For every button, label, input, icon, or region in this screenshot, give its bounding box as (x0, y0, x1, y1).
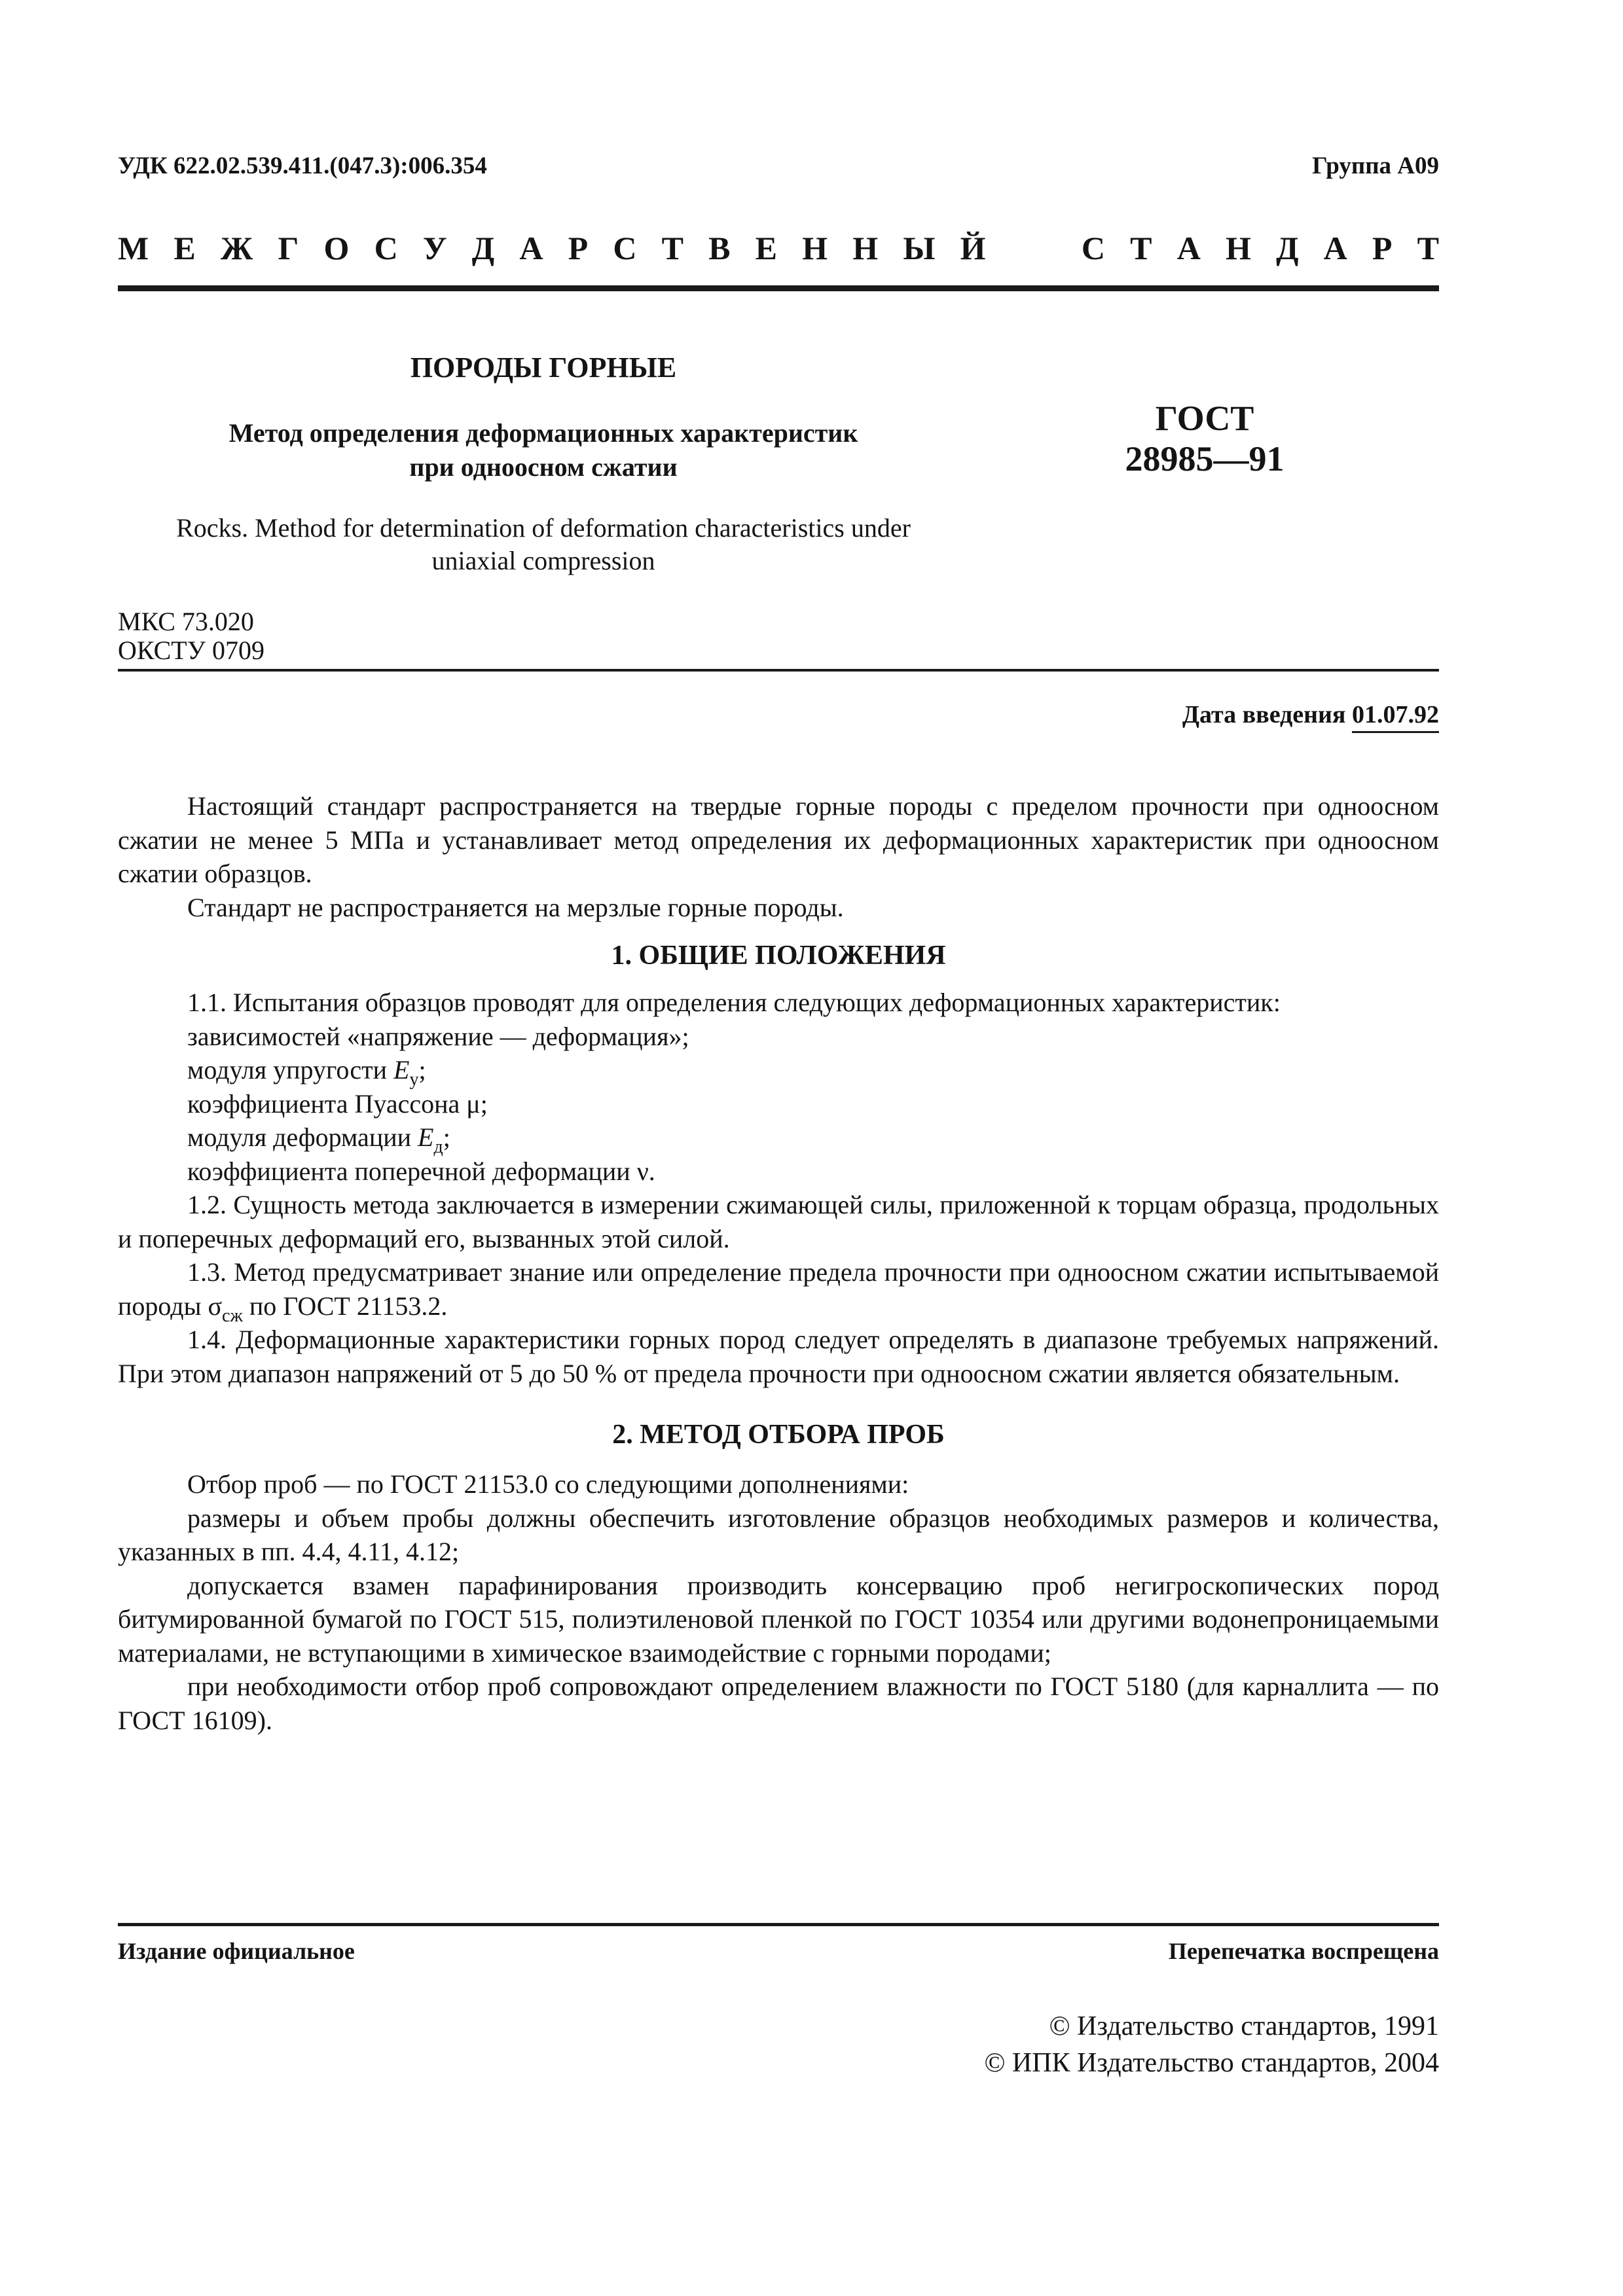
english-title-line: uniaxial compression (431, 546, 655, 575)
body-paragraph: размеры и объем пробы должны обеспечить изготовление образцов необходимых размеров и количества, указанных в пп. 4.4, 4.11, 4.12; (118, 1503, 1439, 1566)
gost-number: 28985—91 (1125, 439, 1285, 478)
official-edition-note: Издание официальное (118, 1938, 355, 1964)
banner-letter: А (519, 230, 543, 266)
banner-letter: Д (471, 230, 495, 266)
banner-letter: С (613, 230, 637, 266)
list-item: зависимостей «напряжение — деформация»; (187, 1021, 689, 1051)
banner-letter: Д (1276, 230, 1299, 266)
clause-text: по ГОСТ 21153.2. (242, 1291, 448, 1321)
subtitle-line: Метод определения деформационных характеристик (228, 418, 858, 448)
list-item: коэффициента Пуассона μ; (187, 1088, 488, 1119)
list-item-text: модуля деформации (187, 1122, 418, 1152)
subtitle-line: при одноосном сжатии (409, 452, 678, 482)
banner-letter: С (1081, 230, 1105, 266)
classification-codes (118, 607, 264, 665)
copyright-line: © ИПК Издательство стандартов, 2004 (984, 2048, 1439, 2078)
clause-text: 1.3. Метод предусматривает знание или определение предела прочности при одноосном сжатии испытываемой породы σ (118, 1257, 1439, 1321)
section-heading: 1. ОБЩИЕ ПОЛОЖЕНИЯ (611, 941, 946, 971)
group-code: Группа А09 (1312, 152, 1439, 179)
banner-letter: Р (568, 230, 589, 266)
udk-code: УДК 622.02.539.411.(047.3):006.354 (118, 152, 487, 179)
clause-1-1: 1.1. Испытания образцов проводят для определения следующих деформационных характеристик: (187, 988, 1281, 1017)
gost-label: ГОСТ (1155, 399, 1254, 438)
footer-rule (118, 1923, 1439, 1926)
banner-letter: У (422, 230, 447, 266)
mks-code: МКС 73.020 (118, 607, 254, 636)
banner-letter: С (374, 230, 398, 266)
copyright-block (984, 2008, 1439, 2081)
document-title: ПОРОДЫ ГОРНЫЕ (410, 351, 677, 384)
banner-letter: Е (173, 230, 196, 266)
banner-letter: Й (960, 230, 986, 266)
body-paragraph: Отбор проб — по ГОСТ 21153.0 со следующими дополнениями: (187, 1469, 909, 1499)
introduction-date-value: 01.07.92 (1352, 701, 1439, 733)
standard-banner (118, 226, 1439, 270)
symbol-e: E (418, 1122, 434, 1152)
list-item: модуля деформации $E_д$; (187, 1122, 450, 1157)
banner-letter: Е (755, 230, 778, 266)
banner-letter: М (118, 230, 149, 266)
introduction-date (1182, 700, 1439, 729)
symbol-e: E (393, 1055, 410, 1085)
gost-designation (1008, 398, 1401, 479)
banner-letter: Ж (220, 230, 253, 266)
banner-letter: Н (802, 230, 828, 266)
section-heading: 2. МЕТОД ОТБОРА ПРОБ (612, 1420, 945, 1450)
banner-letter: О (323, 230, 350, 266)
english-title-line: Rocks. Method for determination of deformation characteristics under (176, 513, 911, 543)
symbol-subscript: у (409, 1069, 419, 1090)
clause-1-3 (118, 1255, 1439, 1326)
banner-letter: Т (1130, 230, 1152, 266)
list-item-text: модуля упругости (187, 1055, 394, 1085)
banner-letter: Н (852, 230, 879, 266)
list-item: коэффициента поперечной деформации ν. (187, 1156, 655, 1186)
symbol-subscript: сж (222, 1305, 243, 1326)
copyright-line: © Издательство стандартов, 1991 (1049, 2011, 1439, 2041)
banner-letter: Ы (903, 230, 936, 266)
banner-letter: Р (1372, 230, 1393, 266)
banner-letter: Т (661, 230, 684, 266)
banner-letter: Н (1225, 230, 1251, 266)
introduction-date-label: Дата введения (1182, 701, 1346, 728)
okstu-code: ОКСТУ 0709 (118, 636, 265, 665)
banner-letter: А (1323, 230, 1347, 266)
body-paragraph: при необходимости отбор проб сопровождают определением влажности по ГОСТ 5180 (для карналлита — по ГОСТ 16109). (118, 1672, 1439, 1735)
symbol-subscript: д (433, 1137, 443, 1157)
list-item: модуля упругости $E_у$; (187, 1055, 426, 1090)
body-paragraph: допускается взамен парафинирования производить консервацию проб негигроскопических пород битумированной бумагой по ГОСТ 515, полиэтиленовой пленкой по ГОСТ 10354 или другими водонепроницаемыми материалами, не вступающими в химическое взаимодействие с горными породами; (118, 1570, 1439, 1668)
clause-1-4: 1.4. Деформационные характеристики горных пород следует определять в диапазоне требуемых напряжений. При этом диапазон напряжений от 5 до 50 % от предела прочности при одноосном сжатии является обязательным. (118, 1325, 1439, 1388)
banner-letter: Т (1417, 230, 1439, 266)
banner-letter: А (1176, 230, 1201, 266)
body-paragraph: Настоящий стандарт распространяется на твердые горные породы с пределом прочности при одноосном сжатии не менее 5 МПа и устанавливает метод определения их деформационных характеристик при одноосном сжатии образцов. (118, 791, 1439, 888)
reprint-prohibited-note: Перепечатка воспрещена (1168, 1938, 1439, 1964)
codes-rule (118, 669, 1439, 672)
clause-1-2: 1.2. Сущность метода заключается в измерении сжимающей силы, приложенной к торцам образца, продольных и поперечных деформаций его, вызванных этой силой. (118, 1190, 1439, 1253)
body-paragraph: Стандарт не распространяется на мерзлые горные породы. (187, 892, 844, 922)
banner-letter: В (708, 230, 731, 266)
document-body (118, 789, 1439, 1737)
english-title (118, 512, 969, 577)
header-thick-rule (118, 285, 1439, 291)
banner-letter: Г (278, 230, 299, 266)
document-subtitle (118, 416, 969, 484)
